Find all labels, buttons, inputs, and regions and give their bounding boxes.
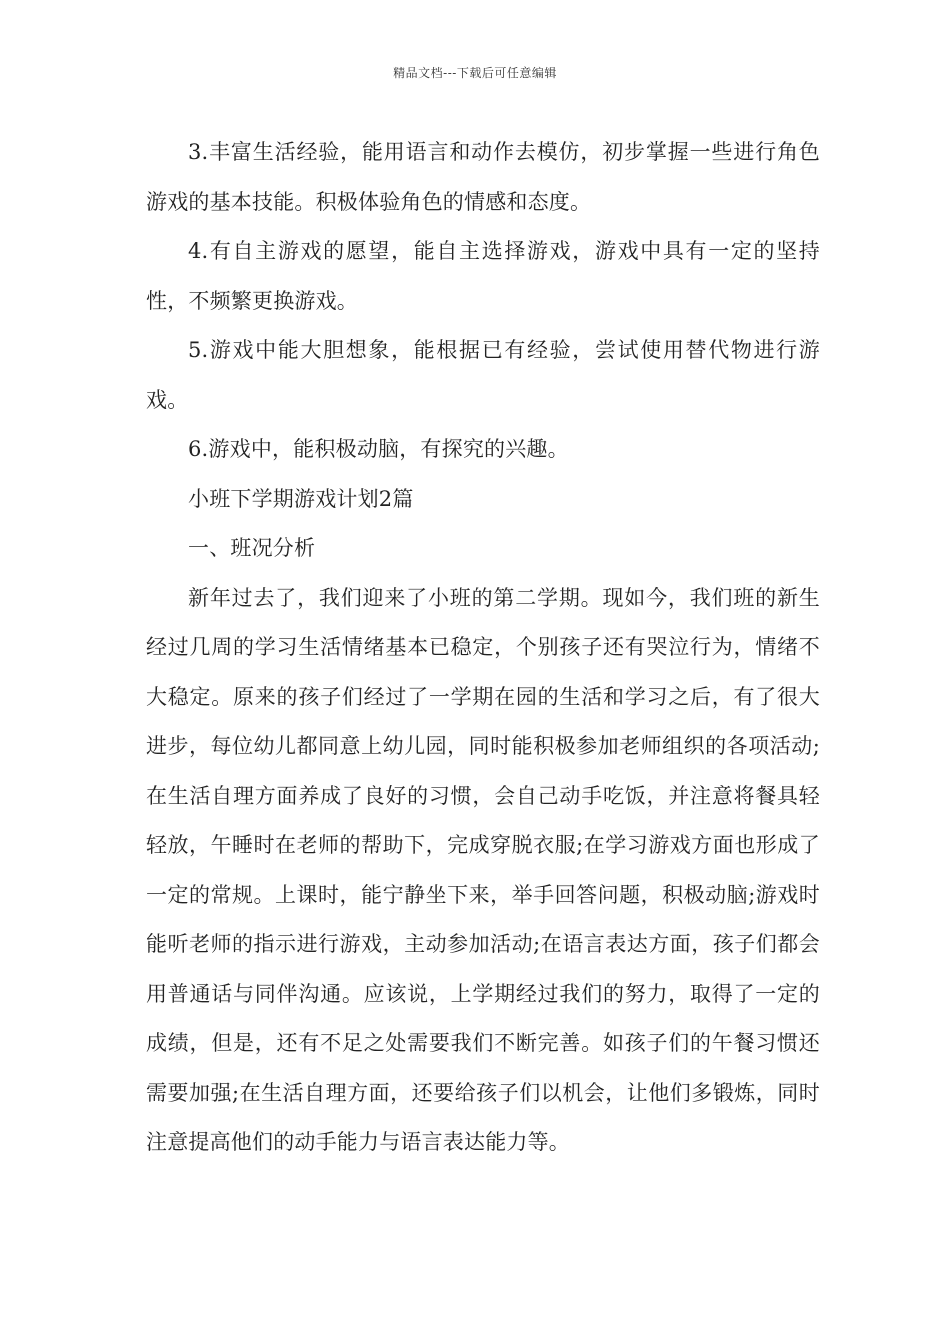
paragraph-goal-4: 4.有自主游戏的愿望，能自主选择游戏，游戏中具有一定的坚持性，不频繁更换游戏。 xyxy=(146,239,820,313)
section-title: 小班下学期游戏计划2篇 xyxy=(188,486,414,511)
paragraph-goal-6: 6.游戏中，能积极动脑，有探究的兴趣。 xyxy=(188,437,569,461)
paragraph-class-analysis: 新年过去了，我们迎来了小班的第二学期。现如今，我们班的新生经过几周的学习生活情绪基本已稳定，个别孩子还有哭泣行为，情绪不大稳定。原来的孩子们经过了一学期在园的生活和学习之后，有了很大进步，每位幼儿都同意上幼儿园，同时能积极参加老师组织的各项活动;在生活自理方面养成了良好的习惯，会自己动手吃饭，并注意将餐具轻轻放，午睡时在老师的帮助下，完成穿脱衣服;在学习游戏方面也形成了一定的常规。上课时，能宁静坐下来，举手回答问题，积极动脑;游戏时能听老师的指示进行游戏，主动参加活动;在语言表达方面，孩子们都会用普通话与同伴沟通。应该说，上学期经过我们的努力，取得了一定的成绩，但是，还有不足之处需要我们不断完善。如孩子们的午餐习惯还需要加强;在生活自理方面，还要给孩子们以机会，让他们多锻炼，同时注意提高他们的动手能力与语言表达能力等。 xyxy=(146,585,820,1154)
document-body xyxy=(146,128,820,1168)
page-header: 精品文档---下载后可任意编辑 xyxy=(393,66,557,80)
section-heading: 一、班况分析 xyxy=(188,536,316,560)
paragraph-goal-5: 5.游戏中能大胆想象，能根据已有经验，尝试使用替代物进行游戏。 xyxy=(146,338,820,412)
paragraph-goal-3: 3.丰富生活经验，能用语言和动作去模仿，初步掌握一些进行角色游戏的基本技能。积极体验角色的情感和态度。 xyxy=(146,140,820,214)
